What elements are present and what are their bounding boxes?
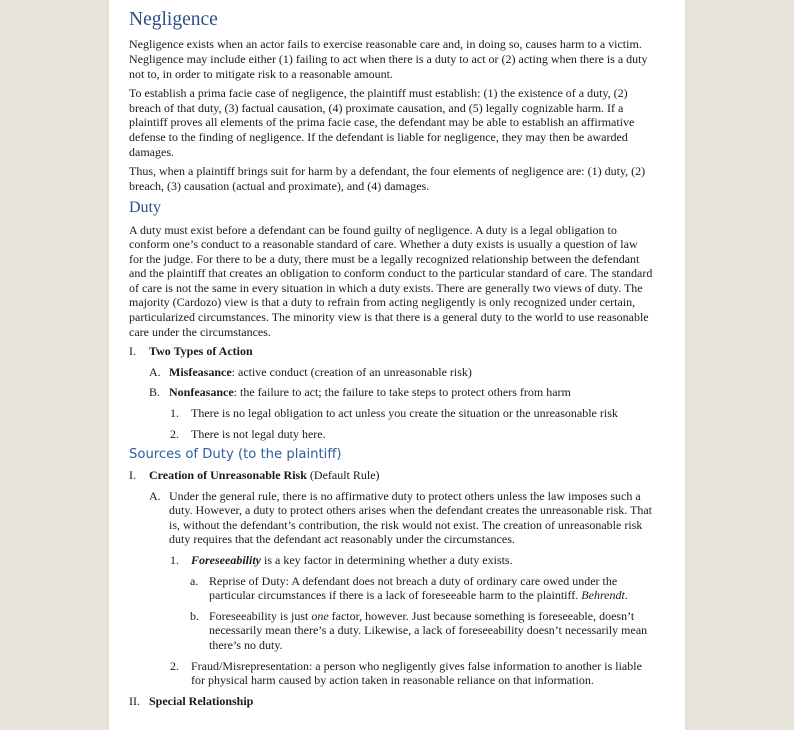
outline-marker: A. [149, 488, 161, 503]
case-citation: Behrendt [581, 588, 625, 603]
outline-item-nonfeasance [129, 385, 653, 400]
outline-item-reprise-of-duty [129, 574, 653, 603]
outline-text: Fraud/Misrepresentation: a person who negligently gives false information to another is liable for physical harm caused by action taken in reasonable reliance on that information. [191, 658, 642, 688]
outline-marker: 1. [170, 553, 179, 568]
citation-period: . [624, 588, 628, 603]
heading-sources-of-duty: Sources of Duty (to the plaintiff) [129, 447, 342, 463]
outline-text: Reprise of Duty: A defendant does not breach a duty of ordinary care owed under the particular circumstances if there is a lack of foreseeable harm to the plaintiff. [209, 573, 618, 603]
outline-marker: a. [190, 573, 199, 588]
outline-marker: B. [149, 385, 161, 400]
emphasis-one: one [311, 608, 329, 623]
outline-item-fraud [129, 659, 653, 688]
outline-marker: b. [190, 608, 199, 623]
outline-marker: 2. [170, 658, 179, 673]
term-nonfeasance: Nonfeasance [169, 385, 234, 400]
term-foreseeability: Foreseeability [191, 553, 261, 568]
paragraph-duty-definition: A duty must exist before a defendant can be found guilty of negligence. A duty is a legal obligation to conform one’s conduct to a reasonable standard of care. Whether a duty exists is usually a question of law for the judge. For there to be a duty, there must be a legally recognized relationship between the defendant and the plaintiff that creates an obligation to conform conduct to the particular standard of care. The standard of care is not the same in every situation in which a duty exists. There are generally two views of duty. The majority (Cardozo) view is that a duty to refrain from acting negligently is only recognized under certain, particularized circumstances. The minority view is that there is a general duty to the world to use reasonable care under the circumstances. [129, 222, 653, 339]
heading-negligence: Negligence [129, 9, 218, 30]
document-page [109, 0, 685, 730]
outline-suffix: (Default Rule) [306, 468, 380, 483]
outline-marker: 1. [170, 406, 179, 421]
outline-marker: 2. [170, 426, 179, 441]
outline-item-no-obligation [129, 406, 653, 421]
outline-item-creation-of-risk [129, 468, 653, 483]
paragraph-four-elements: Thus, when a plaintiff brings suit for harm by a defendant, the four elements of negligence are: (1) duty, (2) breach, (3) causation (actual and proximate), and (4) damages. [129, 164, 646, 193]
outline-marker: I. [129, 344, 136, 359]
term-misfeasance: Misfeasance [169, 364, 232, 379]
outline-item-special-relationship [129, 694, 653, 709]
outline-text: Foreseeability is just [209, 608, 312, 623]
outline-item-no-legal-duty [129, 427, 653, 442]
outline-item-misfeasance [129, 365, 653, 380]
paragraph-negligence-definition: Negligence exists when an actor fails to exercise reasonable care and, in doing so, causes harm to a victim. Negligence may include either (1) failing to act when there is a duty to act or (2) acting when there is a duty not to, in order to mitigate risk to a reasonable amount. [129, 37, 648, 81]
outline-text: factor, however. Just because something is foreseeable, doesn’t necessarily mean there’s a duty. Likewise, a lack of foreseeability doesn’t necessarily mean there’s no duty. [209, 608, 648, 653]
outline-item-foreseeability-one-factor [129, 609, 653, 653]
heading-duty: Duty [129, 199, 161, 217]
outline-text: Under the general rule, there is no affirmative duty to protect others unless the law imposes such a duty. However, a duty to protect others arises when the defendant creates the unreasonable risk. That is, without the defendant’s contribution, the risk would not exist. The creation of unreasonable risk duty requires that the defendant act reasonably under the circumstances. [169, 488, 653, 547]
outline-text: : active conduct (creation of an unreasonable risk) [231, 364, 472, 379]
outline-item-two-types [129, 344, 653, 359]
outline-title: Two Types of Action [149, 344, 253, 359]
outline-text: : the failure to act; the failure to take steps to protect others from harm [233, 385, 571, 400]
document-content [129, 8, 653, 714]
outline-marker: II. [129, 693, 140, 708]
outline-marker: A. [149, 364, 161, 379]
outline-text: is a key factor in determining whether a duty exists. [260, 553, 513, 568]
outline-text: There is not legal duty here. [191, 426, 326, 441]
paragraph-prima-facie: To establish a prima facie case of negligence, the plaintiff must establish: (1) the existence of a duty, (2) breach of that duty, (3) factual causation, (4) proximate causation, and (5) legally cognizable harm. If a plaintiff proves all elements of the prima facie case, the defendant may be able to establish an affirmative defense to the finding of negligence. If the defendant is liable for negligence, they may then be awarded damages. [129, 86, 635, 159]
outline-title: Creation of Unreasonable Risk [149, 468, 307, 483]
outline-marker: I. [129, 468, 136, 483]
outline-text: There is no legal obligation to act unless you create the situation or the unreasonable risk [191, 406, 618, 421]
outline-item-foreseeability [129, 553, 653, 568]
outline-title: Special Relationship [149, 693, 254, 708]
outline-item-general-rule [129, 489, 653, 547]
